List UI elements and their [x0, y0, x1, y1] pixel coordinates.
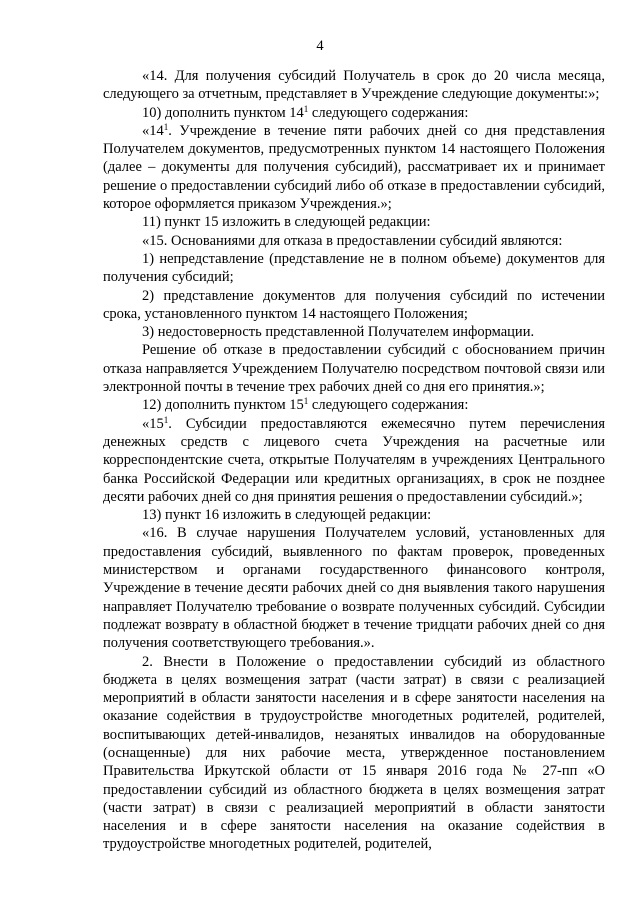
text-run: 13) пункт 16 изложить в следующей редакции:: [142, 507, 432, 524]
paragraph: [103, 323, 605, 341]
text-run: 2. Внести в Положение о предоставлении субсидий из областного бюджета в целях возмещения затрат (части затрат) в связи с реализацией мероприятий в области занятости населения и в сфере занятости населения на оказание содействия в трудоустройстве многодетных родителей, родителей, воспитывающих детей-инвалидов, незанятых инвалидов на оборудованные (оснащенные) для них рабочие места, утвержденное постановлением Правительства Иркутской области от 15 января 2016 года № 27-пп «О предоставлении субсидий из областного бюджета в целях возмещения затрат (части затрат) в связи с реализацией мероприятий в области занятости населения и в сфере занятости населения на оказание содействия в трудоустройстве многодетных родителей, родителей,: [103, 653, 605, 853]
text-run: «14: [142, 122, 164, 139]
text-run: 12) дополнить пунктом 15: [142, 397, 304, 414]
text-run: Решение об отказе в предоставлении субсидий с обоснованием причин отказа направляется Учреждением Получателю посредством почтовой связи или электронной почты в течение трех рабочих дней со дня его принятия.»;: [103, 342, 605, 396]
text-run: «16. В случае нарушения Получателем условий, установленных для предоставления субсидий, выявленного по фактам проверок, проведенных министерством и органами государственного финансового контроля, Учреждение в течение десяти рабочих дней со дня выявления такого нарушения направляет Получателю требование о возврате полученных субсидий. Субсидии подлежат возврату в областной бюджет в течение тридцати рабочих дней со дня получения соответствующего требования.».: [103, 525, 605, 652]
text-run: «15: [142, 415, 164, 432]
superscript: 1: [163, 121, 169, 132]
paragraph: [103, 67, 605, 104]
text-run: «15. Основаниями для отказа в предоставлении субсидий являются:: [142, 232, 563, 249]
paragraph: [103, 653, 605, 854]
text-run: следующего содержания:: [308, 104, 469, 121]
text-run: 2) представление документов для получения субсидий по истечении срока, установленного пунктом 14 настоящего Положения;: [103, 287, 605, 322]
text-run: «14. Для получения субсидий Получатель в срок до 20 числа месяца, следующего за отчетным, представляет в Учреждение следующие документы:»;: [103, 68, 605, 103]
paragraph: [103, 396, 605, 414]
superscript: 1: [303, 103, 309, 114]
text-run: 10) дополнить пунктом 14: [142, 104, 304, 121]
paragraph: [103, 104, 605, 122]
text-run: следующего содержания:: [308, 397, 469, 414]
paragraph: [103, 415, 605, 506]
text-run: . Субсидии предоставляются ежемесячно путем перечисления денежных средств с лицевого счета Учреждения на расчетные или корреспондентские счета, открытые Получателям в учреждениях Центрального банка Российской Федерации или кредитных организациях, в срок не позднее десяти рабочих дней со дня принятия решения о предоставлении субсидий.»;: [103, 415, 605, 505]
text-run: . Учреждение в течение пяти рабочих дней со дня представления Получателем документов, предусмотренных пунктом 14 настоящего Положения (далее – документы для получения субсидий), рассматривает их и принимает решение о предоставлении субсидий либо об отказе в предоставлении субсидий, которое оформляется приказом Учреждения.»;: [103, 122, 605, 213]
paragraph: [103, 232, 605, 250]
page-number: 4: [316, 38, 324, 54]
superscript: 1: [303, 396, 309, 407]
text-run: 1) непредставление (представление не в полном объеме) документов для получения субсидий;: [103, 250, 605, 286]
superscript: 1: [163, 414, 169, 425]
paragraph: [103, 287, 605, 324]
paragraph: [103, 250, 605, 287]
paragraph: [103, 341, 605, 396]
paragraph: [103, 213, 605, 231]
text-run: 3) недостоверность представленной Получателем информации.: [142, 324, 535, 341]
paragraph: [103, 506, 605, 524]
text-run: 11) пункт 15 изложить в следующей редакции:: [142, 214, 431, 231]
document-body: [103, 67, 605, 854]
paragraph: [103, 524, 605, 652]
paragraph: [103, 122, 605, 213]
